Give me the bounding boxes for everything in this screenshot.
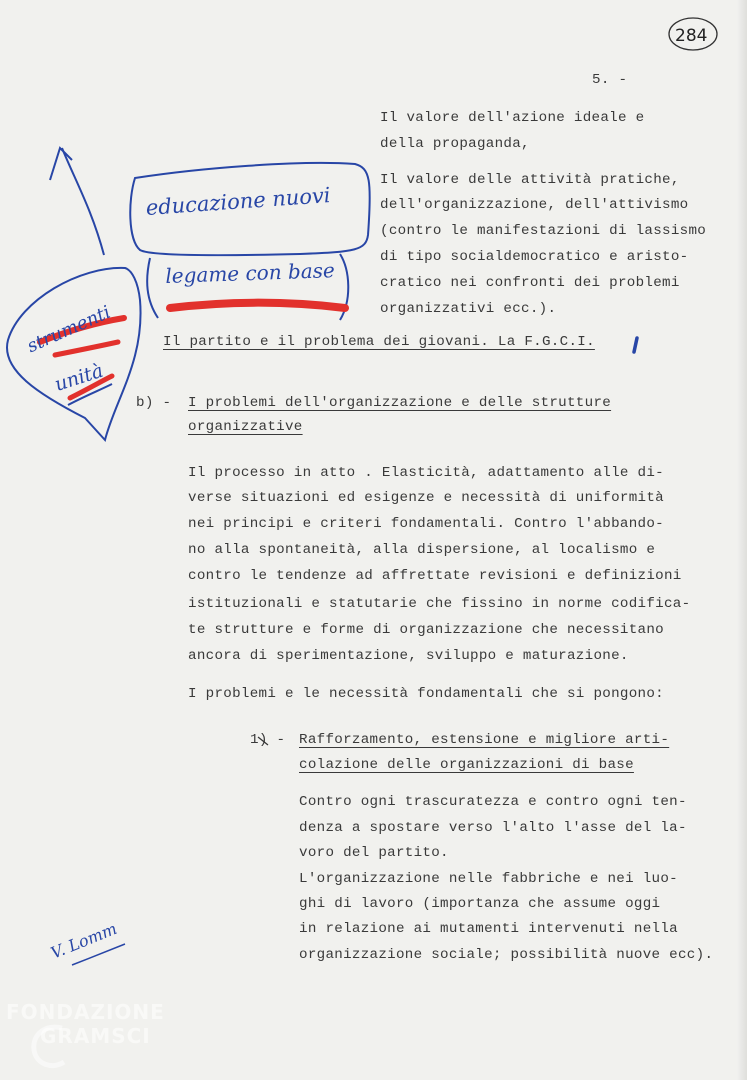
item-mark bbox=[258, 737, 268, 745]
section-b-paragraph-line: ancora di sperimentazione, sviluppo e maturazione. bbox=[188, 648, 629, 664]
item1-paragraph-line: denza a spostare verso l'alto l'asse del la- bbox=[299, 820, 687, 836]
item1-paragraph-line: in relazione ai mutamenti intervenuti nella bbox=[299, 921, 678, 937]
archive-number: 284 bbox=[675, 26, 708, 46]
note-education: educazione nuovi bbox=[145, 183, 332, 220]
arrow-line bbox=[62, 148, 104, 255]
section-b-paragraph-line: verse situazioni ed esigenze e necessità di uniformità bbox=[188, 490, 664, 506]
ideal-action-line2: della propaganda, bbox=[380, 136, 530, 152]
item1-heading: colazione delle organizzazioni di base bbox=[299, 757, 634, 773]
section-b-label: b) - bbox=[136, 395, 172, 411]
watermark-line2: GRAMSCI bbox=[40, 1024, 151, 1048]
item1-number: 1) - bbox=[250, 732, 286, 748]
youth-heading: Il partito e il problema dei giovani. La F.G.C.I. bbox=[163, 334, 595, 350]
item1-paragraph-line: Contro ogni trascuratezza e contro ogni ten- bbox=[299, 794, 687, 810]
practical-line: (contro le manifestazioni di lassismo bbox=[380, 223, 707, 239]
section-b-paragraph-line: contro le tendenze ad affrettate revisioni e definizioni bbox=[188, 568, 682, 584]
note-strumenti: strumenti bbox=[24, 301, 114, 358]
item1-paragraph-line: L'organizzazione nelle fabbriche e nei luo- bbox=[299, 871, 678, 887]
note-balloon bbox=[7, 268, 141, 440]
practical-line: organizzativi ecc.). bbox=[380, 301, 557, 317]
item1-paragraph-line: voro del partito. bbox=[299, 845, 449, 861]
red-highlight-stroke bbox=[170, 303, 345, 308]
section-b-paragraph-line: Il processo in atto . Elasticità, adattamento alle di- bbox=[188, 465, 664, 481]
section-b-paragraph-line: nei principi e criteri fondamentali. Contro l'abbando- bbox=[188, 516, 664, 532]
red-highlight-stroke bbox=[55, 342, 118, 355]
note-unita: unità bbox=[52, 359, 106, 396]
practical-line: di tipo socialdemocratico e aristo- bbox=[380, 249, 689, 265]
section-b-heading: organizzative bbox=[188, 419, 303, 435]
tick-mark bbox=[634, 338, 637, 352]
watermark-line1: FONDAZIONE bbox=[6, 1000, 165, 1024]
item1-heading: Rafforzamento, estensione e migliore arti- bbox=[299, 732, 670, 748]
problems-intro: I problemi e le necessità fondamentali che si pongono: bbox=[188, 686, 664, 702]
section-b-paragraph-line: istituzionali e statutarie che fissino in norme codifica- bbox=[188, 596, 691, 612]
page-number: 5. - bbox=[592, 72, 628, 88]
section-b-paragraph-line: no alla spontaneità, alla dispersione, al localismo e bbox=[188, 542, 656, 558]
note-legame: legame con base bbox=[165, 258, 336, 288]
section-b-heading: I problemi dell'organizzazione e delle strutture bbox=[188, 395, 612, 411]
practical-line: cratico nei confronti dei problemi bbox=[380, 275, 680, 291]
signature: V. Lomm bbox=[48, 918, 120, 963]
practical-line: dell'organizzazione, dell'attivismo bbox=[380, 197, 689, 213]
ideal-action-line1: Il valore dell'azione ideale e bbox=[380, 110, 645, 126]
watermark-logo-icon bbox=[28, 1020, 68, 1072]
item1-paragraph-line: organizzazione sociale; possibilità nuove ecc). bbox=[299, 947, 714, 963]
practical-line: Il valore delle attività pratiche, bbox=[380, 172, 680, 188]
section-b-paragraph-line: te strutture e forme di organizzazione che necessitano bbox=[188, 622, 664, 638]
item1-paragraph-line: ghi di lavoro (importanza che assume oggi bbox=[299, 896, 661, 912]
